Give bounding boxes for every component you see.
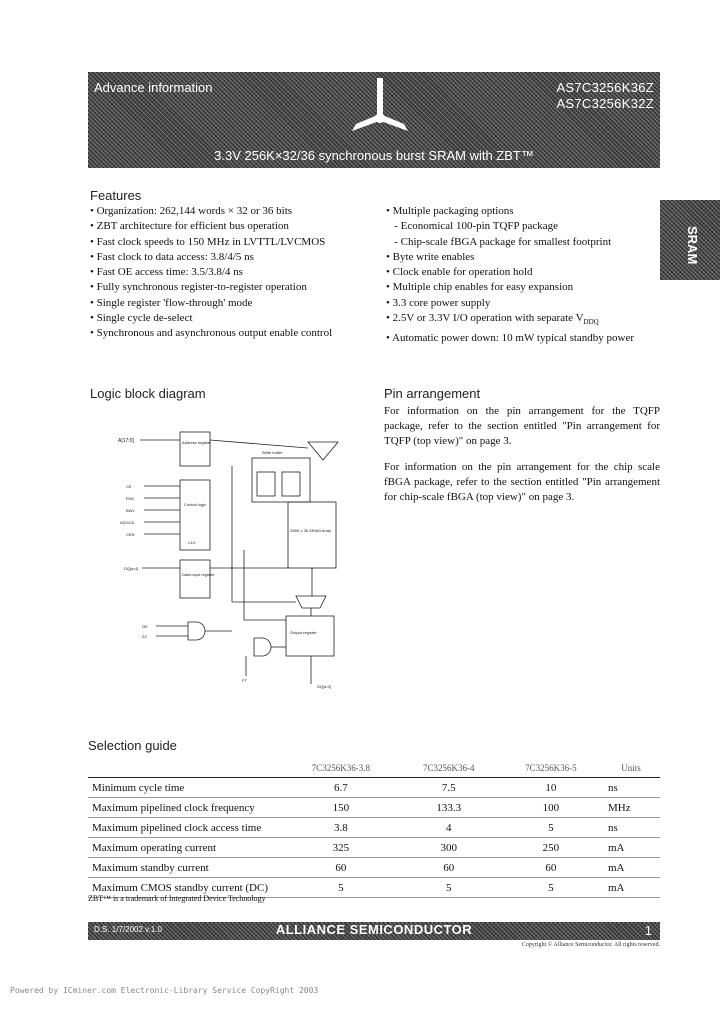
feature-item: • Fast clock to data access: 3.8/4/5 ns bbox=[90, 250, 254, 263]
feature-item: - Economical 100-pin TQFP package bbox=[386, 220, 558, 233]
data-input-register-box bbox=[180, 560, 210, 598]
label-dq-out: DQ[a:d] bbox=[317, 684, 331, 689]
label-data-in: Data input register bbox=[182, 572, 215, 577]
label-sram: 256K x 36 SRAM Array bbox=[290, 528, 332, 533]
alliance-logo-icon bbox=[350, 76, 410, 148]
label-cen: CEN bbox=[126, 532, 135, 537]
vddq-subscript: DDQ bbox=[583, 318, 599, 327]
row-label: Maximum CMOS standby current (DC) bbox=[88, 878, 284, 898]
footer-doc-info: D.S. 1/7/2002 v.1.0 bbox=[94, 925, 162, 934]
column-header: 7C3256K36-5 bbox=[500, 758, 602, 778]
row-label: Maximum pipelined clock access time bbox=[88, 818, 284, 838]
label-data-out: Output register bbox=[290, 630, 317, 635]
feature-item: • Multiple packaging options bbox=[386, 205, 514, 217]
sram-side-tab bbox=[660, 200, 720, 280]
cell-unit: mA bbox=[602, 838, 660, 858]
label-adv: ADV/LD bbox=[120, 520, 135, 525]
features-left-list bbox=[90, 204, 332, 342]
column-header: 7C3256K36-3.8 bbox=[284, 758, 398, 778]
column-header: 7C3256K36-4 bbox=[398, 758, 500, 778]
feature-vddq-text: • 2.5V or 3.3V I/O operation with separate V bbox=[386, 312, 584, 325]
address-register-box bbox=[180, 432, 210, 466]
cell-value: 7.5 bbox=[398, 778, 500, 798]
feature-item: • Fully synchronous register-to-register operation bbox=[90, 281, 307, 294]
label-oe: OE bbox=[142, 624, 148, 629]
cell-value: 5 bbox=[500, 818, 602, 838]
cell-value: 300 bbox=[398, 838, 500, 858]
sram-array-box bbox=[288, 502, 336, 568]
table-header-row bbox=[88, 758, 660, 778]
cell-unit: ns bbox=[602, 818, 660, 838]
label-write-buffer: Write buffer bbox=[262, 450, 283, 455]
pin-arrangement-fbga-text: For information on the pin arrangement for the chip scale fBGA package, refer to the section entitled "Pin arrangement for chip-scale fBGA (top view)" on page 3. bbox=[384, 461, 660, 503]
label-control: Control logic bbox=[184, 502, 207, 507]
copyright-text: Copyright © Alliance Semiconductor. All rights reserved. bbox=[521, 942, 660, 948]
label-ce: CE bbox=[126, 484, 132, 489]
feature-item: • Synchronous and asynchronous output enable control bbox=[90, 327, 333, 340]
row-label: Maximum standby current bbox=[88, 858, 284, 878]
feature-item: • Single cycle de-select bbox=[90, 312, 193, 325]
cell-value: 60 bbox=[398, 858, 500, 878]
cell-unit: MHz bbox=[602, 798, 660, 818]
document-title: 3.3V 256K×32/36 synchronous burst SRAM with ZBT™ bbox=[214, 148, 534, 163]
advance-information: Advance information bbox=[94, 80, 213, 95]
cell-value: 5 bbox=[500, 878, 602, 898]
selection-guide-heading: Selection guide bbox=[88, 738, 177, 753]
table-row bbox=[88, 778, 660, 798]
column-header: Units bbox=[602, 758, 660, 778]
column-header bbox=[88, 758, 284, 778]
cell-unit: ns bbox=[602, 778, 660, 798]
page-number: 1 bbox=[644, 923, 652, 938]
footer-band bbox=[88, 922, 660, 940]
pin-arrangement-tqfp-text: For information on the pin arrangement for the TQFP package, refer to the section entitled "Pin arrangement for TQFP (top view)" on page 3. bbox=[384, 405, 660, 447]
feature-item: • Fast OE access time: 3.5/3.8/4 ns bbox=[90, 266, 243, 279]
row-label: Maximum pipelined clock frequency bbox=[88, 798, 284, 818]
label-zz: ZZ bbox=[142, 634, 147, 639]
cell-value: 4 bbox=[398, 818, 500, 838]
label-dq: DQ[a:d] bbox=[124, 566, 138, 571]
logic-block-diagram bbox=[112, 420, 352, 695]
cell-value: 6.7 bbox=[284, 778, 398, 798]
feature-item: • Single register 'flow-through' mode bbox=[90, 296, 253, 309]
feature-item: - Chip-scale fBGA package for smallest footprint bbox=[386, 235, 612, 248]
sram-tab-label: SRAM bbox=[685, 226, 700, 265]
pin-arrangement-heading: Pin arrangement bbox=[384, 386, 481, 401]
trademark-note: ZBT™ is a trademark of Integrated Device Technology bbox=[88, 894, 266, 903]
feature-item: • Fast clock speeds to 150 MHz in LVTTL/LVCMOS bbox=[90, 235, 326, 248]
output-register-box bbox=[286, 616, 334, 656]
cell-unit: mA bbox=[602, 858, 660, 878]
cell-value: 60 bbox=[284, 858, 398, 878]
feature-item: • ZBT architecture for efficient bus operation bbox=[90, 220, 289, 233]
logic-block-heading: Logic block diagram bbox=[90, 386, 206, 401]
cell-value: 100 bbox=[500, 798, 602, 818]
cell-value: 325 bbox=[284, 838, 398, 858]
part-number-36: AS7C3256K36Z bbox=[556, 80, 654, 95]
cell-value: 5 bbox=[284, 878, 398, 898]
write-buffer-box bbox=[252, 458, 310, 502]
label-bw: BWx bbox=[126, 508, 135, 513]
feature-item: • Automatic power down: 10 mW typical standby power bbox=[386, 331, 635, 344]
feature-item bbox=[386, 311, 634, 330]
part-number-32: AS7C3256K32Z bbox=[556, 96, 654, 111]
feature-item: • Organization: 262,144 words × 32 or 36 bits bbox=[90, 205, 293, 217]
feature-item: • Clock enable for operation hold bbox=[386, 266, 533, 279]
cell-value: 5 bbox=[398, 878, 500, 898]
table-row bbox=[88, 798, 660, 818]
feature-item: • Byte write enables bbox=[386, 250, 475, 263]
cell-value: 250 bbox=[500, 838, 602, 858]
label-address: A[17:0] bbox=[118, 438, 134, 444]
row-label: Minimum cycle time bbox=[88, 778, 284, 798]
watermark-text: Powered by ICminer.com Electronic-Library Service CopyRight 2003 bbox=[10, 986, 319, 995]
header-band bbox=[88, 72, 660, 168]
table-row bbox=[88, 858, 660, 878]
feature-item: • 3.3 core power supply bbox=[386, 296, 491, 309]
cell-value: 3.8 bbox=[284, 818, 398, 838]
cell-value: 10 bbox=[500, 778, 602, 798]
footer-company-name: ALLIANCE SEMICONDUCTOR bbox=[275, 922, 473, 937]
table-row bbox=[88, 818, 660, 838]
table-row bbox=[88, 838, 660, 858]
label-ft: FT bbox=[242, 678, 247, 683]
cell-value: 60 bbox=[500, 858, 602, 878]
cell-unit: mA bbox=[602, 878, 660, 898]
label-address-register: Address register bbox=[182, 440, 212, 445]
row-label: Maximum operating current bbox=[88, 838, 284, 858]
selection-guide-table bbox=[88, 758, 660, 898]
label-rw: R/W bbox=[126, 496, 134, 501]
cell-value: 133.3 bbox=[398, 798, 500, 818]
feature-item: • Multiple chip enables for easy expansion bbox=[386, 281, 574, 294]
features-right-list bbox=[386, 204, 634, 346]
cell-value: 150 bbox=[284, 798, 398, 818]
label-clk: CLK bbox=[188, 540, 196, 545]
features-heading: Features bbox=[90, 188, 142, 203]
